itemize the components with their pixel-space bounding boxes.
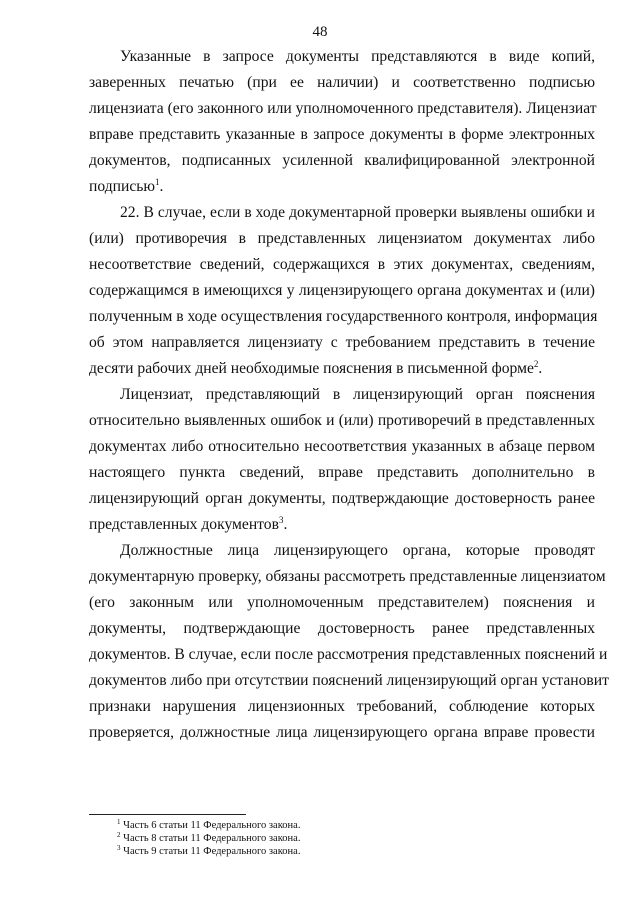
text-line: 22. В случае, если в ходе документарной проверки выявлены ошибки и (120, 204, 595, 221)
footnotes (117, 819, 300, 858)
text-fragment: . (538, 360, 543, 377)
footnote-text: Часть 6 статьи 11 Федерального закона. (123, 820, 301, 831)
text-fragment: десяти рабочих дней необходимые пояснения в письменной форме (89, 360, 534, 377)
body-text (89, 44, 609, 746)
text-line: Должностные лица лицензирующего органа, которые проводят (120, 542, 595, 559)
paragraph-4 (89, 538, 609, 746)
text-line: вправе представить указанные в запросе документы в форме электронных (89, 126, 595, 143)
footnote-mark: 3 (117, 844, 121, 852)
footnote-item (117, 845, 300, 858)
text-line: проверяется, должностные лица лицензирующего органа вправе провести (89, 724, 595, 741)
text-line: об этом направляется лицензиату с требованием представить в течение (89, 334, 595, 351)
footnote-ref: 2 (533, 359, 539, 369)
text-line-last (89, 512, 595, 538)
text-line: документов, подписанных усиленной квалифицированной электронной (89, 152, 595, 169)
text-line: документы, подтверждающие достоверность ранее представленных (89, 620, 595, 637)
page-number: 48 (312, 24, 328, 40)
text-fragment: подписью (89, 178, 155, 195)
footnote-item (117, 832, 300, 845)
text-line-last (89, 174, 595, 200)
text-line: (или) противоречия в представленных лицензиатом документах либо (89, 230, 595, 247)
text-line: настоящего пункта сведений, вправе представить дополнительно в (89, 464, 595, 481)
text-fragment: . (283, 516, 288, 533)
text-line: документарную проверку, обязаны рассмотреть представленные лицензиатом (89, 568, 606, 585)
text-fragment: представленных документов (89, 516, 279, 533)
text-line: документах либо относительно несоответствия указанных в абзаце первом (89, 438, 595, 455)
text-line: содержащимся в имеющихся у лицензирующего органа документах и (или) (89, 282, 595, 299)
text-line: Указанные в запросе документы представляются в виде копий, (120, 48, 595, 65)
text-fragment: . (159, 178, 164, 195)
footnote-ref: 3 (278, 515, 284, 525)
text-line: (его законным или уполномоченным представителем) пояснения и (89, 594, 595, 611)
text-line: полученным в ходе осуществления государственного контроля, информация (89, 308, 598, 325)
footnote-mark: 2 (117, 831, 121, 839)
text-line: относительно выявленных ошибок и (или) противоречий в представленных (89, 412, 595, 429)
text-line-last (89, 356, 595, 382)
paragraph-3 (89, 382, 595, 538)
footnote-item (117, 819, 300, 832)
footnote-text: Часть 8 статьи 11 Федерального закона. (123, 833, 301, 844)
footnote-separator (89, 814, 246, 815)
footnote-mark: 1 (117, 818, 121, 826)
text-line: документов. В случае, если после рассмотрения представленных пояснений и (89, 646, 608, 663)
paragraph-1 (89, 44, 595, 200)
text-line: заверенных печатью (при ее наличии) и соответственно подписью (89, 74, 595, 91)
text-line: документов либо при отсутствии пояснений лицензирующий орган установит (89, 672, 609, 689)
paragraph-2 (89, 200, 598, 382)
text-line: лицензирующий орган документы, подтверждающие достоверность ранее (89, 490, 595, 507)
text-line: признаки нарушения лицензионных требований, соблюдение которых (89, 698, 595, 715)
footnote-text: Часть 9 статьи 11 Федерального закона. (123, 846, 301, 857)
text-line: несоответствие сведений, содержащихся в этих документах, сведениям, (89, 256, 595, 273)
footnote-ref: 1 (155, 177, 160, 187)
text-line: Лицензиат, представляющий в лицензирующий орган пояснения (120, 386, 595, 403)
text-line: лицензиата (его законного или уполномоченного представителя). Лицензиат (89, 100, 597, 117)
